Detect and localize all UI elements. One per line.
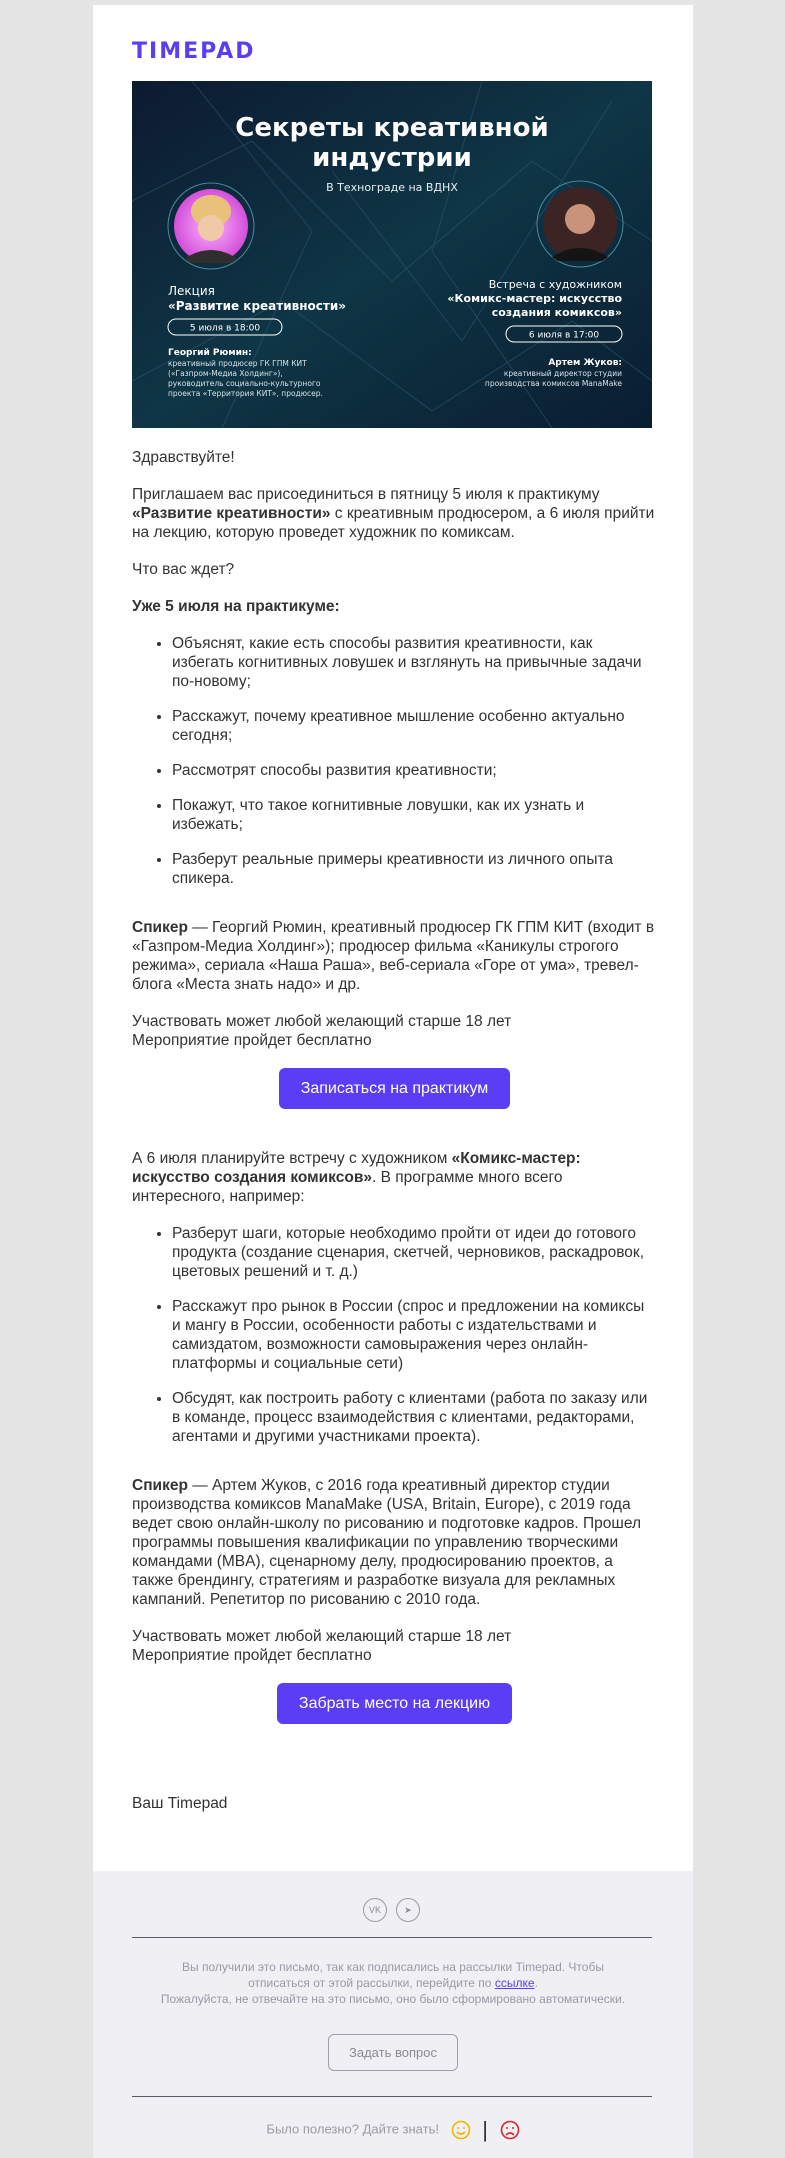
register-practicum-button[interactable]: Записаться на практикум — [279, 1068, 511, 1109]
event1-notes — [132, 1012, 657, 1050]
right-name-2: создания комиксов» — [491, 306, 622, 319]
right-kind: Встреча с художником — [488, 278, 622, 291]
banner-title-2: индустрии — [312, 143, 472, 173]
signature: Ваш Timepad — [132, 1795, 228, 1812]
left-bio-4: проекта «Территория КИТ», продюсер. — [168, 389, 323, 398]
left-speaker: Георгий Рюмин: — [168, 348, 252, 358]
age-note: Участвовать может любой желающий старше 18 лет — [132, 1013, 512, 1030]
unsubscribe-note: Вы получили это письмо, так как подписались на рассылки Timepad. Чтобы отписаться от этой рассылки, перейдите по ссылке. Пожалуйста, не отвечайте на это письмо, оно было сформировано автоматически. — [160, 1960, 626, 2006]
right-date: 6 июля в 17:00 — [528, 330, 600, 341]
smile-icon[interactable] — [451, 2120, 471, 2140]
right-bio-1: креативный директор студии — [503, 369, 622, 378]
left-date: 5 июля в 18:00 — [189, 323, 261, 334]
right-bio-2: производства комиксов ManaMake — [484, 379, 622, 388]
section1-title: Уже 5 июля на практикуме: — [132, 598, 340, 615]
section1-list — [132, 634, 657, 888]
list-item: • Объяснят, какие есть способы развития креативности, как избегать когнитивных ловушек и взглянуть на привычные задачи по-новому; — [172, 634, 657, 691]
speaker2-face — [565, 204, 595, 234]
left-kind: Лекция — [168, 284, 215, 298]
speaker2-paragraph: Спикер — Артем Жуков, с 2016 года креативный директор студии производства комиксов ManaMake (USA, Britain, Europe), с 2019 года ведет свою онлайн-школу по рисованию и подготовке кадров. Прошел программы повышения квалификации по управлению творческими командами (MBA), сценарному делу, продюсированию проектов, а также брендингу, стратегиям и разработке визуала для рекламных кампаний. Репетитор по рисованию с 2010 года. — [132, 1477, 642, 1608]
divider — [132, 1937, 652, 1938]
free-note: Мероприятие пройдет бесплатно — [132, 1032, 372, 1049]
free-note: Мероприятие пройдет бесплатно — [132, 1647, 372, 1664]
ask-question-button[interactable]: Задать вопрос — [328, 2034, 458, 2071]
email-footer — [93, 1871, 693, 2158]
banner-title-1: Секреты креативной — [235, 113, 549, 143]
vk-icon[interactable]: VK — [363, 1898, 387, 1922]
separator: | — [482, 2117, 488, 2142]
telegram-icon[interactable]: ➤ — [396, 1898, 420, 1922]
left-name: «Развитие креативности» — [168, 299, 346, 313]
feedback-row — [93, 2117, 693, 2143]
list-item: • Разберут реальные примеры креативности из личного опыта спикера. — [172, 850, 657, 888]
greeting: Здравствуйте! — [132, 449, 235, 466]
social-links — [363, 1898, 420, 1922]
speaker1-paragraph: Спикер — Георгий Рюмин, креативный продюсер ГК ГПМ КИТ (входит в «Газпром-Медиа Холдинг»); продюсер фильма «Каникулы строгого режима», сериала «Наша Раша», веб-сериала «Горе от ума», тревел-блога «Места знать надо» и др. — [132, 919, 655, 993]
list-item: • Обсудят, как построить работу с клиентами (работа по заказу или в команде, процесс взаимодействия с клиентами, редакторами, агентами и другими участниками проекта). — [172, 1389, 657, 1446]
list-item: • Расскажут, почему креативное мышление особенно актуально сегодня; — [172, 707, 657, 745]
banner-subtitle: В Технограде на ВДНХ — [326, 181, 458, 194]
speaker1-face — [198, 215, 224, 241]
divider — [132, 2096, 652, 2097]
list-item: • Покажут, что такое когнитивные ловушки, как их узнать и избежать; — [172, 796, 657, 834]
left-bio-1: креативный продюсер ГК ГПМ КИТ — [168, 359, 307, 368]
banner-graphic — [132, 81, 652, 428]
right-speaker: Артем Жуков: — [548, 358, 622, 368]
intro-paragraph: Приглашаем вас присоединиться в пятницу 5 июля к практикуму «Развитие креативности» с креативным продюсером, а 6 июля прийти на лекцию, которую проведет художник по комиксам. — [132, 486, 655, 541]
sad-icon[interactable] — [500, 2120, 520, 2140]
email-body — [132, 448, 657, 1831]
unsubscribe-link[interactable]: ссылке — [494, 1976, 535, 1990]
email-card — [93, 5, 693, 2158]
timepad-logo[interactable]: TIMEPAD — [132, 39, 256, 64]
section2-list — [132, 1224, 657, 1446]
list-item: • Рассмотрят способы развития креативности; — [172, 761, 657, 780]
event-banner[interactable] — [132, 81, 652, 428]
age-note: Участвовать может любой желающий старше 18 лет — [132, 1628, 512, 1645]
what-waits: Что вас ждет? — [132, 561, 235, 578]
right-name-1: «Комикс-мастер: искусство — [447, 292, 622, 305]
book-lecture-button[interactable]: Забрать место на лекцию — [277, 1683, 512, 1724]
section2-intro: А 6 июля планируйте встречу с художником «Комикс-мастер: искусство создания комиксов». В программе много всего интересного, например: — [132, 1150, 581, 1205]
list-item: • Разберут шаги, которые необходимо пройти от идеи до готового продукта (создание сценария, скетчей, черновиков, раскадровок, цветовых решений и т. д.) — [172, 1224, 657, 1281]
left-bio-3: руководитель социально-культурного — [168, 379, 321, 388]
left-bio-2: («Газпром-Медиа Холдинг»), — [168, 369, 283, 378]
list-item: • Расскажут про рынок в России (спрос и предложении на комиксы и мангу в России, особенности работы с издательствами и самиздатом, возможности самовыражения через онлайн-платформы и социальные сети) — [172, 1297, 657, 1373]
feedback-label: Было полезно? Дайте знать! — [266, 2121, 439, 2137]
event2-notes — [132, 1627, 657, 1665]
